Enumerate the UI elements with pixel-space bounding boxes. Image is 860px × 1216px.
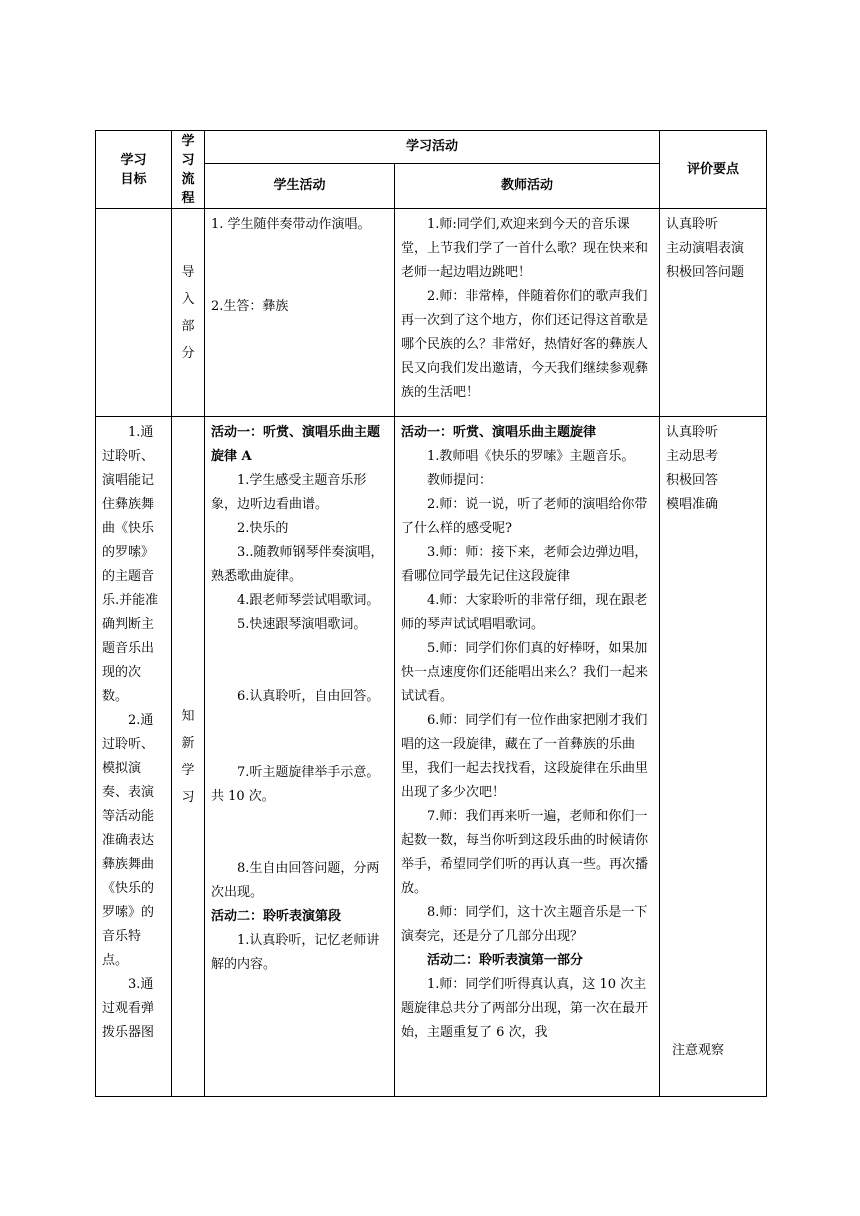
objective-item: 3.通过观看弹拨乐器图: [102, 977, 155, 1040]
objectives-cell: [96, 417, 172, 1097]
header-teacher-text: 教师活动: [501, 178, 554, 193]
intro-eval-item: 认真聆听: [666, 217, 719, 232]
student-item: 8.生自由回答问题，分两次出现。: [211, 861, 380, 900]
student-item: 1.学生感受主题音乐形象，边听边看曲谱。: [211, 473, 367, 512]
teacher-item: 4.师：大家聆听的非常仔细，现在跟老师的琴声试试唱唱歌词。: [401, 593, 648, 632]
header-goal: [96, 131, 172, 209]
teacher-item: 5.师：同学们你们真的好棒呀，如果加快一点速度你们还能唱出来么？我们一起来试试看。: [401, 641, 649, 704]
intro-student-item: 1. 学生随伴奏带动作演唱。: [211, 217, 371, 232]
teacher-item: 1.教师唱《快乐的罗嗦》主题音乐。: [427, 449, 635, 464]
student-activity2-title: 活动二：聆听表演第段: [211, 909, 342, 924]
teacher-item: 7.师：我们再来听一遍，老师和你们一起数一数，每当你听到这段乐曲的时候请你举手，希望同学们听的再认真一些。再次播放。: [401, 809, 649, 896]
student-item: 3..随教师钢琴伴奏演唱，熟悉歌曲旋律。: [211, 545, 384, 584]
intro-student-item: 2.生答：彝族: [211, 299, 289, 314]
student-item: 7.听主题旋律举手示意。共 10 次。: [211, 765, 380, 804]
teacher-item: 2.师：说一说，听了老师的演唱给你带了什么样的感受呢?: [401, 497, 648, 536]
new-eval-item: 主动思考: [666, 449, 719, 464]
student-activity2-item: 1.认真聆听，记忆老师讲解的内容。: [211, 933, 380, 972]
header-activities: [205, 131, 660, 164]
teacher-activity2-item: 1.师：同学们听得真认真，这 10 次主题旋律总共分了两部分出现，第一次在最开始，主题重复了 6 次，我: [401, 977, 649, 1040]
header-flow: [172, 131, 205, 209]
new-learning-flow-cell: [172, 417, 205, 1097]
lesson-plan-table: [95, 130, 767, 1097]
student-item: 2.快乐的: [237, 521, 289, 536]
intro-flow-cell: [172, 209, 205, 417]
intro-row: [96, 209, 767, 417]
intro-evaluation-cell: [660, 209, 767, 417]
new-eval-item: 模唱准确: [666, 497, 719, 512]
intro-flow-label: 导入部分: [181, 264, 195, 361]
student-activity1-title: 活动一：听赏、演唱乐曲主题旋律 A: [211, 425, 381, 464]
student-item: 6.认真聆听，自由回答。: [237, 689, 380, 704]
header-evaluation: [660, 131, 767, 209]
intro-student-cell: [205, 209, 395, 417]
teacher-activity1-title: 活动一：听赏、演唱乐曲主题旋律: [401, 425, 597, 440]
new-eval-note: 注意观察: [672, 1043, 725, 1058]
header-student: [205, 164, 395, 209]
header-teacher: [395, 164, 660, 209]
intro-eval-item: 积极回答问题: [666, 265, 745, 280]
header-evaluation-text: 评价要点: [687, 161, 740, 177]
header-goal-text: 学习目标: [120, 152, 147, 187]
teacher-item: 6.师：同学们有一位作曲家把刚才我们唱的这一段旋律，藏在了一首彝族的乐曲里，我们一起去找找看，这段旋律在乐曲里出现了多少次吧！: [401, 713, 649, 800]
intro-goal-cell: [96, 209, 172, 417]
new-student-cell: [205, 417, 395, 1097]
intro-teacher-item: 2.师：非常棒，伴随着你们的歌声我们再一次到了这个地方，你们还记得这首歌是哪个民族的么？非常好，热情好客的彝族人民又向我们发出邀请，今天我们继续参观彝族的生活吧！: [401, 289, 649, 400]
new-evaluation-cell: [660, 417, 767, 1097]
objective-item: 1.通过聆听、演唱能记住彝族舞曲《快乐的罗嗦》的主题音乐.并能准确判断主题音乐出现的次数。: [102, 425, 159, 704]
new-eval-item: 认真聆听: [666, 425, 719, 440]
intro-teacher-cell: [395, 209, 660, 417]
header-activities-text: 学习活动: [406, 139, 459, 154]
new-learning-row: [96, 417, 767, 1097]
new-eval-item: 积极回答: [666, 473, 719, 488]
teacher-item: 8.师：同学们，这十次主题音乐是一下演奏完，还是分了几部分出现？: [401, 905, 648, 944]
header-flow-text: 学习流程: [181, 133, 195, 206]
teacher-item: 教师提问：: [427, 473, 493, 488]
new-learning-flow-label: 知新学习: [181, 708, 195, 805]
teacher-activity2-title: 活动二：聆听表演第一部分: [427, 953, 584, 968]
teacher-item: 3.师：师：接下来，老师会边弹边唱，看哪位同学最先记住这段旋律: [401, 545, 648, 584]
student-item: 5.快速跟琴演唱歌词。: [237, 617, 367, 632]
header-student-text: 学生活动: [273, 178, 326, 193]
objective-item: 2.通过聆听、模拟演奏、表演等活动能准确表达彝族舞曲《快乐的罗嗦》的音乐特点。: [102, 713, 155, 968]
intro-teacher-item: 1.师:同学们,欢迎来到今天的音乐课堂，上节我们学了一首什么歌？现在快来和老师一起边唱边跳吧！: [401, 217, 649, 280]
new-teacher-cell: [395, 417, 660, 1097]
intro-eval-item: 主动演唱表演: [666, 241, 745, 256]
student-item: 4.跟老师琴尝试唱歌词。: [237, 593, 380, 608]
